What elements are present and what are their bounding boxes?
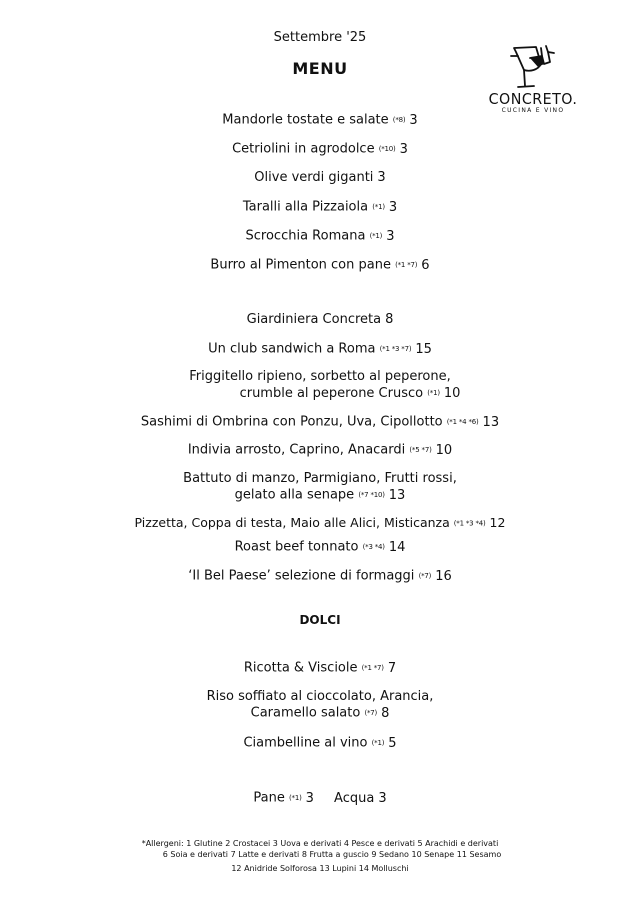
- menu-item: Un club sandwich a Roma (*1 *3 *7) 15: [208, 341, 432, 357]
- menu-title: MENU: [292, 59, 348, 78]
- menu-item: Olive verdi giganti 3: [254, 170, 386, 185]
- menu-item: Ricotta & Visciole (*1 *7) 7: [243, 660, 397, 676]
- menu-item: Cetriolini in agrodolce (*10) 3: [232, 141, 408, 157]
- menu-item: Friggitello ripieno, sorbetto al peperone, crumble al peperone Crusco (*1) 10: [189, 369, 461, 401]
- menu-date: Settembre '25: [273, 30, 367, 45]
- menu-item: Scrocchia Romana (*1) 3: [245, 228, 395, 244]
- menu-item: Roast beef tonnato (*3 *4) 14: [234, 539, 406, 555]
- brand-tagline: CUCINA E VINO: [501, 107, 565, 114]
- menu-item: Ciambelline al vino (*1) 5: [243, 735, 397, 751]
- dolci-section-title: DOLCI: [299, 613, 341, 627]
- menu-item: Indivia arrosto, Caprino, Anacardi (*5 *7) 10: [187, 442, 453, 458]
- menu-item: Sashimi di Ombrina con Ponzu, Uva, Cipollotto (*1 *4 *6) 13: [140, 414, 500, 430]
- menu-item: Pizzetta, Coppa di testa, Maio alle Alici, Misticanza (*1 *3 *4) 12: [134, 515, 506, 530]
- menu-item: Giardiniera Concreta 8: [246, 312, 394, 327]
- allergen-legend-line: 12 Anidride Solforosa 13 Lupini 14 Molluschi: [231, 864, 409, 873]
- allergen-legend-line: 6 Soia e derivati 7 Latte e derivati 8 Frutta a guscio 9 Sedano 10 Senape 11 Sesamo: [162, 850, 502, 859]
- allergen-legend-line: *Allergeni: 1 Glutine 2 Crostacei 3 Uova e derivati 4 Pesce e derivati 5 Arachidi e derivati: [141, 839, 499, 848]
- menu-item: Taralli alla Pizzaiola (*1) 3: [242, 199, 398, 215]
- menu-item: Riso soffiato al cioccolato, Arancia, Caramello salato (*7) 8: [206, 689, 434, 721]
- menu-item: Battuto di manzo, Parmigiano, Frutti rossi, gelato alla senape (*7 *10) 13: [183, 471, 457, 503]
- menu-item: Mandorle tostate e salate (*8) 3: [222, 112, 418, 128]
- wine-glass-logo-icon: [508, 44, 556, 90]
- extras-line: Pane (*1) 3 Acqua 3: [253, 790, 387, 806]
- restaurant-logo: [478, 44, 588, 120]
- menu-item: ‘Il Bel Paese’ selezione di formaggi (*7) 16: [188, 568, 452, 584]
- brand-name: CONCRETO.: [488, 90, 578, 108]
- menu-item: Burro al Pimenton con pane (*1 *7) 6: [210, 257, 430, 273]
